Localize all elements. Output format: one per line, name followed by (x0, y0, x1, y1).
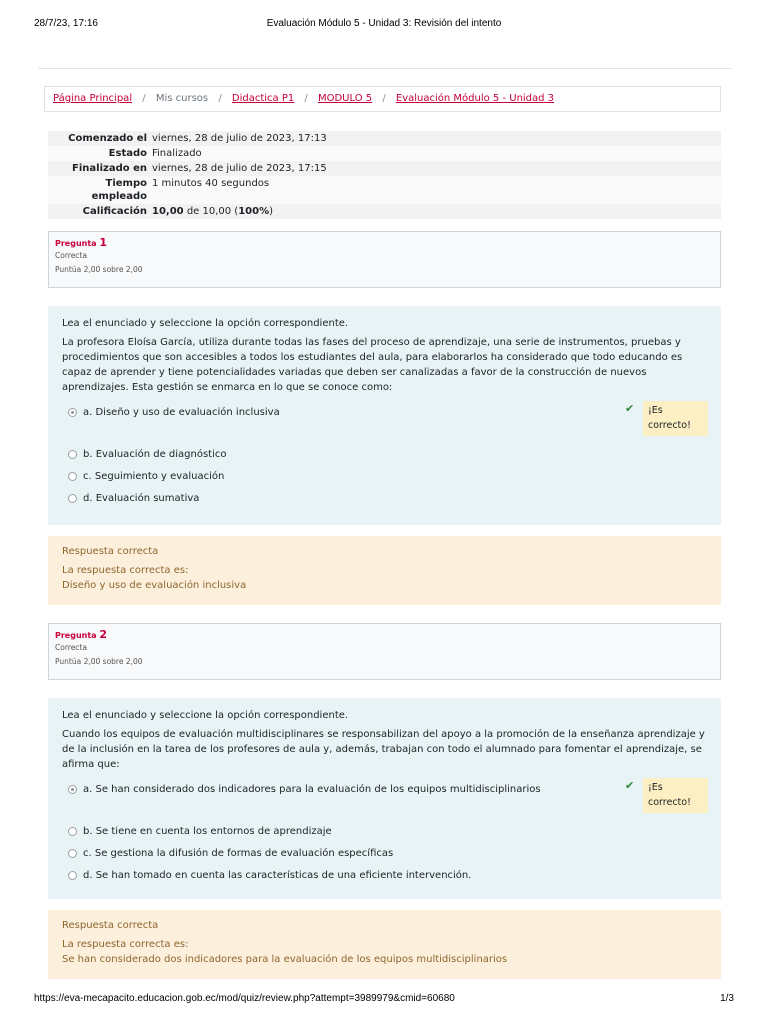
print-url: https://eva-mecapacito.educacion.gob.ec/mod/quiz/review.php?attempt=3989979&cmid=60680 (34, 993, 455, 1004)
question-formulation-2 (48, 698, 721, 899)
right-answer-intro: La respuesta correcta es: (62, 939, 189, 950)
right-answer-intro: La respuesta correcta es: (62, 565, 189, 576)
question-grade: Puntúa 2,00 sobre 2,00 (55, 265, 143, 274)
question-number-value: 1 (99, 236, 108, 249)
right-answer: Se han considerado dos indicadores para la evaluación de los equipos multidisciplinarios (62, 954, 508, 965)
radio-icon[interactable] (68, 849, 77, 858)
summary-row-grade (48, 204, 721, 219)
answer-option-label: b. Evaluación de diagnóstico (83, 448, 227, 460)
right-answer: Diseño y uso de evaluación inclusiva (62, 580, 247, 591)
summary-label: Calificación (82, 206, 147, 217)
answer-option-label: d. Evaluación sumativa (83, 492, 200, 504)
radio-icon[interactable] (68, 494, 77, 503)
outcome-label: Respuesta correcta (62, 920, 159, 931)
question-outcome-1 (48, 536, 721, 605)
summary-row-started (48, 131, 721, 146)
grade-percent: 100% (238, 206, 270, 217)
attempt-summary-table (48, 131, 721, 219)
summary-value: viernes, 28 de julio de 2023, 17:13 (152, 133, 327, 144)
answer-options (62, 778, 707, 886)
answer-option-b[interactable] (62, 820, 707, 842)
breadcrumb-quiz-link[interactable]: Evaluación Módulo 5 - Unidad 3 (395, 93, 555, 104)
answer-option-c[interactable] (62, 842, 707, 864)
question-text (62, 708, 707, 772)
radio-icon[interactable] (68, 472, 77, 481)
answer-option-label: d. Se han tomado en cuenta las características de una eficiente intervención. (83, 869, 472, 881)
question-info-1 (48, 231, 721, 288)
question-number (55, 236, 714, 249)
divider (38, 68, 732, 69)
radio-icon[interactable] (68, 871, 77, 880)
summary-value: 1 minutos 40 segundos (152, 178, 270, 189)
breadcrumb-my-courses: Mis cursos (155, 93, 209, 104)
grade-score: 10,00 (152, 206, 184, 217)
summary-value (152, 204, 721, 219)
summary-row-finished (48, 161, 721, 176)
breadcrumb-separator: / (382, 93, 386, 104)
grade-close: ) (269, 206, 274, 217)
answer-option-label: c. Se gestiona la difusión de formas de evaluación específicas (83, 847, 394, 859)
print-header (0, 0, 768, 40)
outcome-label: Respuesta correcta (62, 546, 159, 557)
summary-label: Comenzado el (68, 133, 147, 144)
breadcrumb-home-link[interactable]: Página Principal (53, 93, 133, 104)
answer-options (62, 401, 707, 509)
feedback-correct: ¡Es correcto! (643, 778, 708, 813)
answer-option-a[interactable] (62, 778, 707, 820)
question-state: Correcta (55, 643, 87, 652)
answer-option-d[interactable] (62, 864, 707, 886)
question-number (55, 628, 714, 641)
answer-option-label: a. Se han considerado dos indicadores para la evaluación de los equipos multidisciplinarios (83, 784, 541, 795)
breadcrumb-course-link[interactable]: Didactica P1 (231, 93, 295, 104)
question-outcome-2 (48, 910, 721, 979)
print-page-number: 1/3 (720, 993, 734, 1004)
correct-check-icon: ✔ (625, 402, 635, 415)
question-statement: Cuando los equipos de evaluación multidisciplinares se responsabilizan del apoyo a la promoción de la enseñanza aprendizaje y de la inclusión en la tarea de los profesores de aula y, además, trabajan con todo el alumnado para fomentar el aprendizaje, se afirma que: (62, 729, 705, 770)
question-state: Correcta (55, 251, 87, 260)
question-number-value: 2 (99, 628, 108, 641)
question-intro: Lea el enunciado y seleccione la opción correspondiente. (62, 318, 349, 329)
print-date: 28/7/23, 17:16 (34, 18, 98, 29)
question-word: Pregunta (55, 631, 97, 640)
breadcrumb (44, 86, 721, 112)
question-intro: Lea el enunciado y seleccione la opción correspondiente. (62, 710, 349, 721)
summary-label: Estado (108, 148, 147, 159)
breadcrumb-separator: / (142, 93, 146, 104)
breadcrumb-separator: / (218, 93, 222, 104)
feedback-correct: ¡Es correcto! (643, 401, 708, 436)
question-formulation-1 (48, 306, 721, 525)
summary-label: Finalizado en (72, 163, 147, 174)
print-title: Evaluación Módulo 5 - Unidad 3: Revisión del intento (266, 18, 502, 29)
correct-check-icon: ✔ (625, 779, 635, 792)
question-word: Pregunta (55, 239, 97, 248)
question-grade: Puntúa 2,00 sobre 2,00 (55, 657, 143, 666)
summary-row-time-taken (48, 176, 721, 204)
answer-option-b[interactable] (62, 443, 707, 465)
radio-selected-icon[interactable] (68, 785, 77, 794)
answer-option-label: c. Seguimiento y evaluación (83, 470, 225, 482)
summary-value: Finalizado (152, 148, 202, 159)
summary-label: Tiempo empleado (91, 178, 147, 202)
answer-option-label: b. Se tiene en cuenta los entornos de aprendizaje (83, 825, 332, 837)
answer-option-label: a. Diseño y uso de evaluación inclusiva (83, 407, 280, 418)
question-statement: La profesora Eloísa García, utiliza durante todas las fases del proceso de aprendizaje, una serie de instrumentos, pruebas y procedimientos que son accesibles a todos los estudiantes del aula, para elaborarlos ha considerado que todo educando es capaz de aprender y tiene potencialidades variadas que deben ser canalizadas a favor de la construcción de nuevos aprendizajes. Esta gestión se enmarca en lo que se conoce como: (62, 337, 683, 393)
summary-value: viernes, 28 de julio de 2023, 17:15 (152, 163, 327, 174)
radio-icon[interactable] (68, 450, 77, 459)
answer-option-a[interactable] (62, 401, 707, 443)
breadcrumb-module-link[interactable]: MODULO 5 (317, 93, 373, 104)
grade-max: de 10,00 ( (183, 206, 239, 217)
question-info-2 (48, 623, 721, 680)
radio-selected-icon[interactable] (68, 408, 77, 417)
radio-icon[interactable] (68, 827, 77, 836)
question-text (62, 316, 707, 395)
answer-option-d[interactable] (62, 487, 707, 509)
breadcrumb-separator: / (304, 93, 308, 104)
answer-option-c[interactable] (62, 465, 707, 487)
summary-row-state (48, 146, 721, 161)
